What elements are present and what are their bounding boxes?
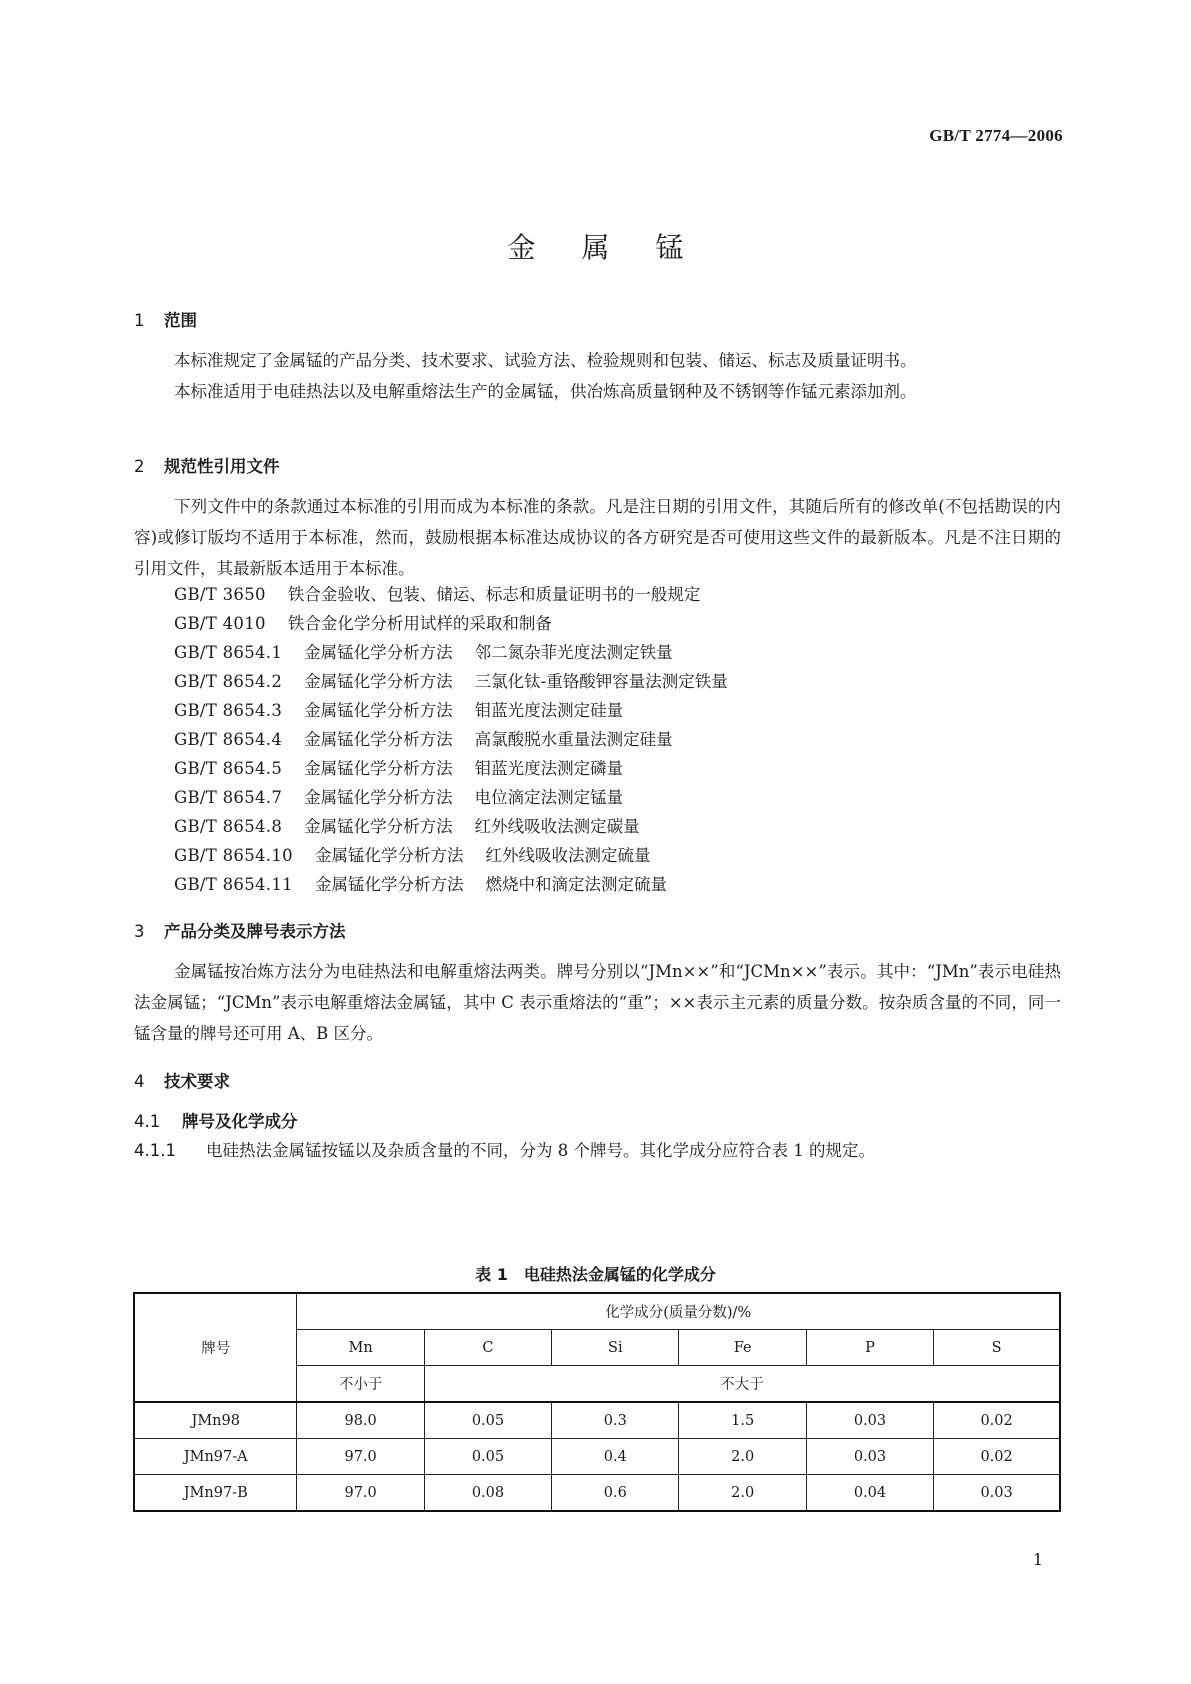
reference-title: 金属锰化学分析方法 (304, 730, 453, 749)
value-cell: 2.0 (679, 1475, 806, 1512)
element-header-cell: Fe (679, 1330, 806, 1366)
value-cell: 0.08 (424, 1475, 551, 1512)
section-number: 2 (134, 457, 145, 476)
subsection-4-1-heading (134, 1108, 298, 1132)
section-title: 产品分类及牌号表示方法 (164, 922, 346, 941)
value-cell: 0.02 (934, 1402, 1060, 1439)
value-cell: 1.5 (679, 1402, 806, 1439)
subsection-number: 4.1 (134, 1112, 161, 1131)
reference-method: 电位滴定法测定锰量 (474, 788, 624, 807)
section-number: 1 (134, 311, 145, 330)
reference-title: 金属锰化学分析方法 (304, 643, 453, 662)
reference-title: 铁合金化学分析用试样的采取和制备 (287, 614, 552, 633)
reference-code: GB/T 8654.5 (174, 759, 283, 778)
reference-code: GB/T 4010 (174, 614, 266, 633)
reference-method: 红外线吸收法测定碳量 (474, 817, 640, 836)
reference-item (174, 782, 623, 813)
clause-number: 4.1.1 (134, 1141, 176, 1160)
page-number: 1 (1032, 1550, 1043, 1569)
value-cell: 0.4 (552, 1439, 679, 1475)
element-header-cell: Si (552, 1330, 679, 1366)
reference-method: 邻二氮杂菲光度法测定铁量 (474, 643, 673, 662)
section-2-heading (134, 453, 280, 477)
clause-4-1-1 (134, 1137, 875, 1161)
reference-item (174, 753, 623, 784)
value-cell: 0.03 (934, 1475, 1060, 1512)
reference-method: 钼蓝光度法测定硅量 (474, 701, 624, 720)
subsection-title: 牌号及化学成分 (182, 1112, 298, 1131)
value-cell: 0.02 (934, 1439, 1060, 1475)
reference-item (174, 637, 673, 668)
reference-item (174, 811, 640, 842)
reference-code: GB/T 3650 (174, 585, 266, 604)
value-cell: 0.03 (806, 1439, 933, 1475)
section-title: 规范性引用文件 (164, 457, 280, 476)
reference-code: GB/T 8654.7 (174, 788, 283, 807)
reference-title: 金属锰化学分析方法 (304, 788, 453, 807)
reference-method: 高氯酸脱水重量法测定硅量 (474, 730, 673, 749)
value-cell: 98.0 (297, 1402, 424, 1439)
table-row (134, 1439, 1060, 1475)
reference-item (174, 869, 667, 900)
reference-code: GB/T 8654.3 (174, 701, 283, 720)
table-row (134, 1402, 1060, 1439)
reference-code: GB/T 8654.2 (174, 672, 283, 691)
element-header-cell: S (934, 1330, 1060, 1366)
element-header-cell: P (806, 1330, 933, 1366)
reference-item (174, 840, 650, 871)
reference-method: 燃烧中和滴定法测定硫量 (485, 875, 667, 894)
reference-item (174, 666, 728, 697)
reference-method: 三氯化钛-重铬酸钾容量法测定铁量 (474, 672, 728, 691)
reference-title: 金属锰化学分析方法 (304, 701, 453, 720)
table-row (134, 1475, 1060, 1512)
reference-title: 金属锰化学分析方法 (304, 759, 453, 778)
section-title: 范围 (164, 311, 197, 330)
section-1-heading (134, 307, 197, 331)
reference-code: GB/T 8654.8 (174, 817, 283, 836)
grade-header-cell: 牌号 (134, 1293, 297, 1402)
reference-item (174, 724, 673, 755)
value-cell: 0.04 (806, 1475, 933, 1512)
section-3-heading (134, 918, 346, 942)
grade-cell: JMn97-B (134, 1475, 297, 1512)
section-number: 4 (134, 1072, 145, 1091)
value-cell: 0.05 (424, 1439, 551, 1475)
reference-title: 金属锰化学分析方法 (304, 672, 453, 691)
table-1-caption: 表 1 电硅热法金属锰的化学成分 (475, 1265, 716, 1284)
reference-title: 金属锰化学分析方法 (314, 875, 464, 894)
reference-title: 铁合金验收、包装、储运、标志和质量证明书的一般规定 (287, 585, 701, 604)
min-limit-cell: 不小于 (297, 1366, 424, 1403)
element-header-cell: Mn (297, 1330, 424, 1366)
value-cell: 97.0 (297, 1439, 424, 1475)
section-3-paragraph-1: 金属锰按冶炼方法分为电硅热法和电解重熔法两类。牌号分别以“JMn××”和“JCMn××”表示。其中：“JMn”表示电硅热法金属锰；“JCMn”表示电解重熔法金属锰，其中 C 表示重熔法的“重”；××表示主元素的质量分数。按杂质含量的不同，同一锰含量的牌号还可用 A、B 区分。 (134, 962, 1061, 1043)
value-cell: 0.05 (424, 1402, 551, 1439)
reference-code: GB/T 8654.10 (174, 846, 293, 865)
table-header-row (134, 1293, 1060, 1330)
clause-text: 电硅热法金属锰按锰以及杂质含量的不同，分为 8 个牌号。其化学成分应符合表 1 的规定。 (206, 1141, 875, 1160)
section-4-heading (134, 1068, 230, 1092)
reference-item (174, 579, 700, 610)
max-limit-cell: 不大于 (424, 1366, 1060, 1403)
reference-method: 红外线吸收法测定硫量 (485, 846, 651, 865)
section-2-paragraph-1: 下列文件中的条款通过本标准的引用而成为本标准的条款。凡是注日期的引用文件，其随后所有的修改单(不包括勘误的内容)或修订版均不适用于本标准，然而，鼓励根据本标准达成协议的各方研究是否可使用这些文件的最新版本。凡是不注日期的引用文件，其最新版本适用于本标准。 (134, 497, 1061, 578)
value-cell: 0.6 (552, 1475, 679, 1512)
composition-group-header: 化学成分(质量分数)/% (297, 1293, 1060, 1330)
reference-method: 钼蓝光度法测定磷量 (474, 759, 624, 778)
reference-title: 金属锰化学分析方法 (314, 846, 464, 865)
reference-item (174, 608, 552, 639)
grade-cell: JMn98 (134, 1402, 297, 1439)
section-1-paragraph-1: 本标准规定了金属锰的产品分类、技术要求、试验方法、检验规则和包装、储运、标志及质量证明书。 (174, 351, 917, 370)
reference-code: GB/T 8654.4 (174, 730, 283, 749)
section-number: 3 (134, 922, 145, 941)
grade-cell: JMn97-A (134, 1439, 297, 1475)
reference-code: GB/T 8654.1 (174, 643, 283, 662)
element-header-cell: C (424, 1330, 551, 1366)
chemical-composition-table (133, 1292, 1061, 1512)
section-1-paragraph-2: 本标准适用于电硅热法以及电解重熔法生产的金属锰，供冶炼高质量钢种及不锈钢等作锰元素添加剂。 (174, 382, 917, 401)
document-title: 金属锰 (507, 231, 730, 264)
reference-item (174, 695, 623, 726)
value-cell: 0.3 (552, 1402, 679, 1439)
reference-title: 金属锰化学分析方法 (304, 817, 453, 836)
standard-code: GB/T 2774—2006 (929, 126, 1063, 145)
reference-code: GB/T 8654.11 (174, 875, 293, 894)
section-title: 技术要求 (164, 1072, 230, 1091)
value-cell: 97.0 (297, 1475, 424, 1512)
value-cell: 0.03 (806, 1402, 933, 1439)
value-cell: 2.0 (679, 1439, 806, 1475)
